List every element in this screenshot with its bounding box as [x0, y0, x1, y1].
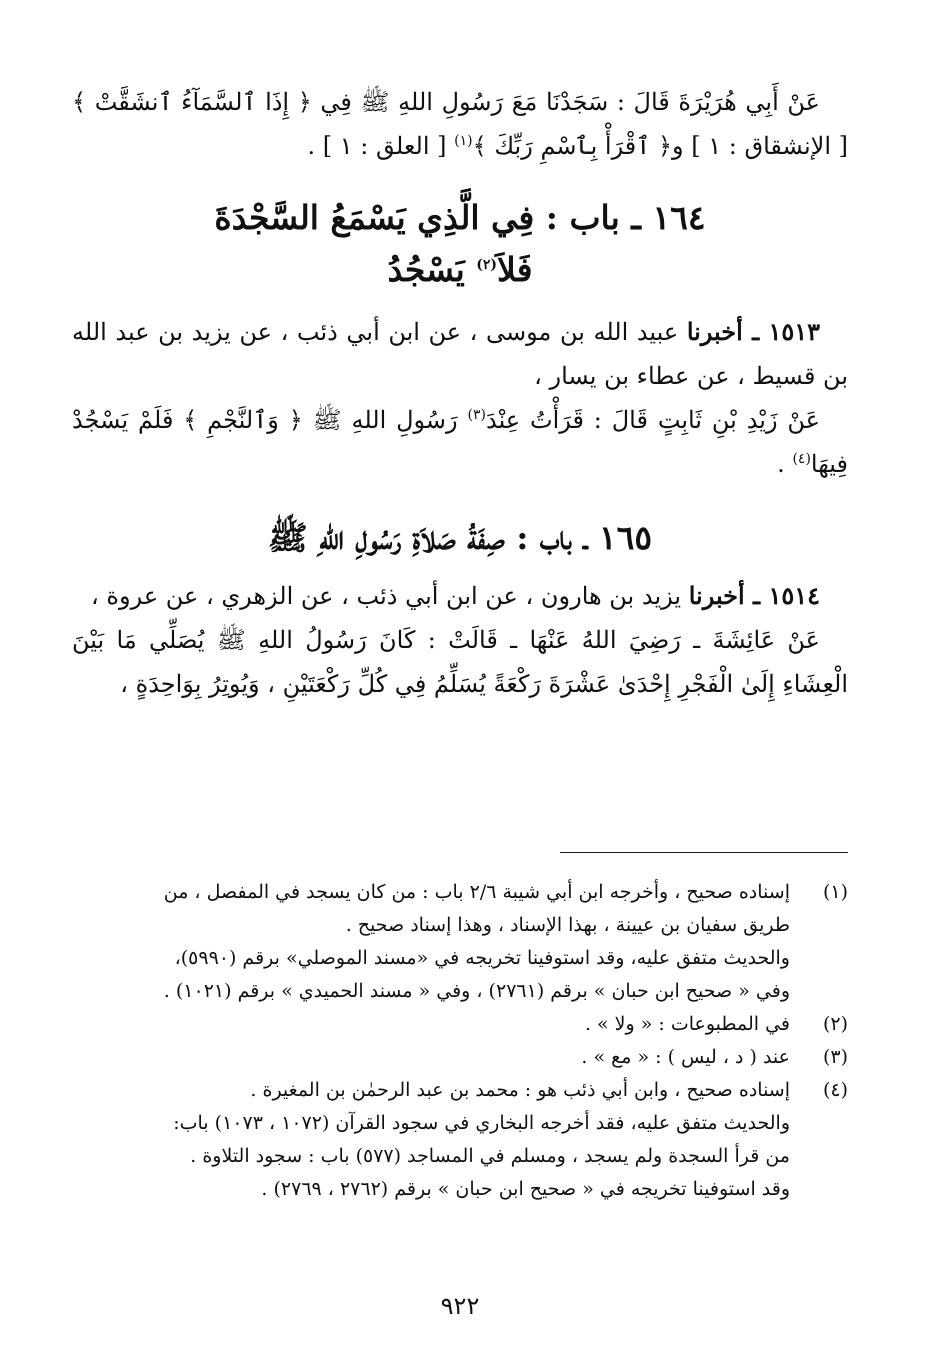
- chapter-164-line2a: فَلاَ: [497, 250, 533, 289]
- footnote-4-line: وقد استوفينا تخريجه في « صحيح ابن حبان » برقم (٢٧٦٢ ، ٢٧٦٩) .: [261, 1178, 790, 1200]
- hadith-1513-number: ١٥١٣ ـ أخبرنا: [686, 317, 820, 346]
- footnote-4-line: من قرأ السجدة ولم يسجد ، ومسلم في المساجد (٥٧٧) باب : سجود التلاوة .: [190, 1145, 790, 1167]
- footnote-1-line: والحديث متفق عليه، وقد استوفينا تخريجه في «مسند الموصلي» برقم (٥٩٩٠)،: [174, 947, 790, 969]
- footnote-ref-2[interactable]: (٢): [476, 257, 498, 273]
- chapter-164-heading: [72, 192, 848, 296]
- footnote-3-line: عند ( د ، ليس ) : « مع » .: [581, 1046, 790, 1068]
- footnotes-section: [72, 876, 848, 1206]
- footnote-2: [72, 1008, 848, 1041]
- hadith-1514-isnad-text: يزيد بن هارون ، عن ابن أبي ذئب ، عن الزهري ، عن عروة ،: [91, 582, 689, 610]
- page-number: ٩٢٢: [440, 1292, 480, 1320]
- footnote-ref-3[interactable]: (٣): [467, 407, 486, 423]
- footnote-4-line: والحديث متفق عليه، فقد أخرجه البخاري في سجود القرآن (١٠٧٢ ، ١٠٧٣) باب:: [173, 1112, 790, 1134]
- footnote-4: [72, 1074, 848, 1206]
- hadith-1512-text: [72, 80, 848, 168]
- hadith-1513-isnad: [72, 310, 848, 398]
- hadith-1513-isnad-text: عبيد الله بن موسى ، عن ابن أبي ذئب ، عن يزيد بن عبد الله بن قسيط ، عن عطاء بن يسار ،: [72, 318, 848, 390]
- hadith-1514-number: ١٥١٤ ـ أخبرنا: [688, 581, 820, 610]
- hadith-1512-line1: عَنْ أَبِي هُرَيْرَةَ قَالَ : سَجَدْنَا مَعَ رَسُولِ اللهِ ﷺ فِي ﴿ إِذَا ٱلسَّمَآءُ ٱنشَقَّتْ ﴾: [72, 88, 820, 116]
- footnote-ref-1[interactable]: (١): [454, 133, 473, 149]
- footnote-4-line: إسناده صحيح ، وابن أبي ذئب هو : محمد بن عبد الرحمٰن بن المغيرة .: [250, 1079, 790, 1101]
- footnote-ref-4[interactable]: (٤): [792, 451, 811, 467]
- footnote-2-line: في المطبوعات : « ولا » .: [584, 1013, 790, 1035]
- hadith-1513-matn: [72, 398, 848, 486]
- footnote-3: [72, 1041, 848, 1074]
- footnote-1-line: وفي « صحيح ابن حبان » برقم (٢٧٦١) ، وفي « مسند الحميدي » برقم (١٠٢١) .: [163, 980, 790, 1002]
- chapter-164-line1: ١٦٤ ـ باب : فِي الَّذِي يَسْمَعُ السَّجْدَةَ: [214, 198, 706, 237]
- chapter-165-heading: ١٦٥ ـ باب : صِفَةُ صَلاَةِ رَسُولِ اللهِ ﷺ: [267, 518, 653, 557]
- hadith-1514-matn: عَنْ عَائِشَةَ ـ رَضِيَ اللهُ عَنْهَا ـ قَالَتْ : كَانَ رَسُولُ اللهِ ﷺ يُصَلِّي مَا بَيْنَ الْعِشَاءِ إِلَىٰ الْفَجْرِ إِحْدَىٰ عَشْرَةَ رَكْعَةً يُسَلِّمُ فِي كُلِّ رَكْعَتَيْنِ ، وَيُوتِرُ بِوَاحِدَةٍ ،: [72, 626, 848, 698]
- hadith-1513-matn-c: .: [777, 450, 793, 478]
- hadith-1512-line2: [ الإنشقاق : ١ ] و﴿ ٱقْرَأْ بِٱسْمِ رَبِّكَ ﴾: [472, 132, 848, 160]
- chapter-164-line2b: يَسْجُدُ: [387, 250, 477, 289]
- footnote-1-line: طريق سفيان بن عيينة ، بهذا الإسناد ، وهذا إسناد صحيح .: [345, 914, 790, 936]
- footnote-1-number: (١): [822, 881, 848, 903]
- footnote-2-number: (٢): [822, 1013, 848, 1035]
- hadith-1514-isnad: [72, 574, 848, 618]
- footnote-1: [72, 876, 848, 1008]
- footnote-3-number: (٣): [822, 1046, 848, 1068]
- hadith-1513-matn-b: رَسُولِ اللهِ ﷺ ﴿ وَٱلنَّجْمِ ﴾ فَلَمْ يَسْجُدْ فِيهَا: [72, 406, 848, 478]
- footnote-4-number: (٤): [822, 1079, 848, 1101]
- hadith-1513-matn-a: عَنْ زَيْدِ بْنِ ثَابِتٍ قَالَ : قَرَأْتُ عِنْدَ: [485, 406, 821, 434]
- book-page: [72, 80, 848, 1350]
- hadith-1512-line2-end: [ العلق : ١ ] .: [307, 132, 447, 160]
- footnote-separator: [560, 852, 848, 853]
- footnote-1-line: إسناده صحيح ، وأخرجه ابن أبي شيبة ٢/٦ باب : من كان يسجد في المفصل ، من: [163, 881, 790, 903]
